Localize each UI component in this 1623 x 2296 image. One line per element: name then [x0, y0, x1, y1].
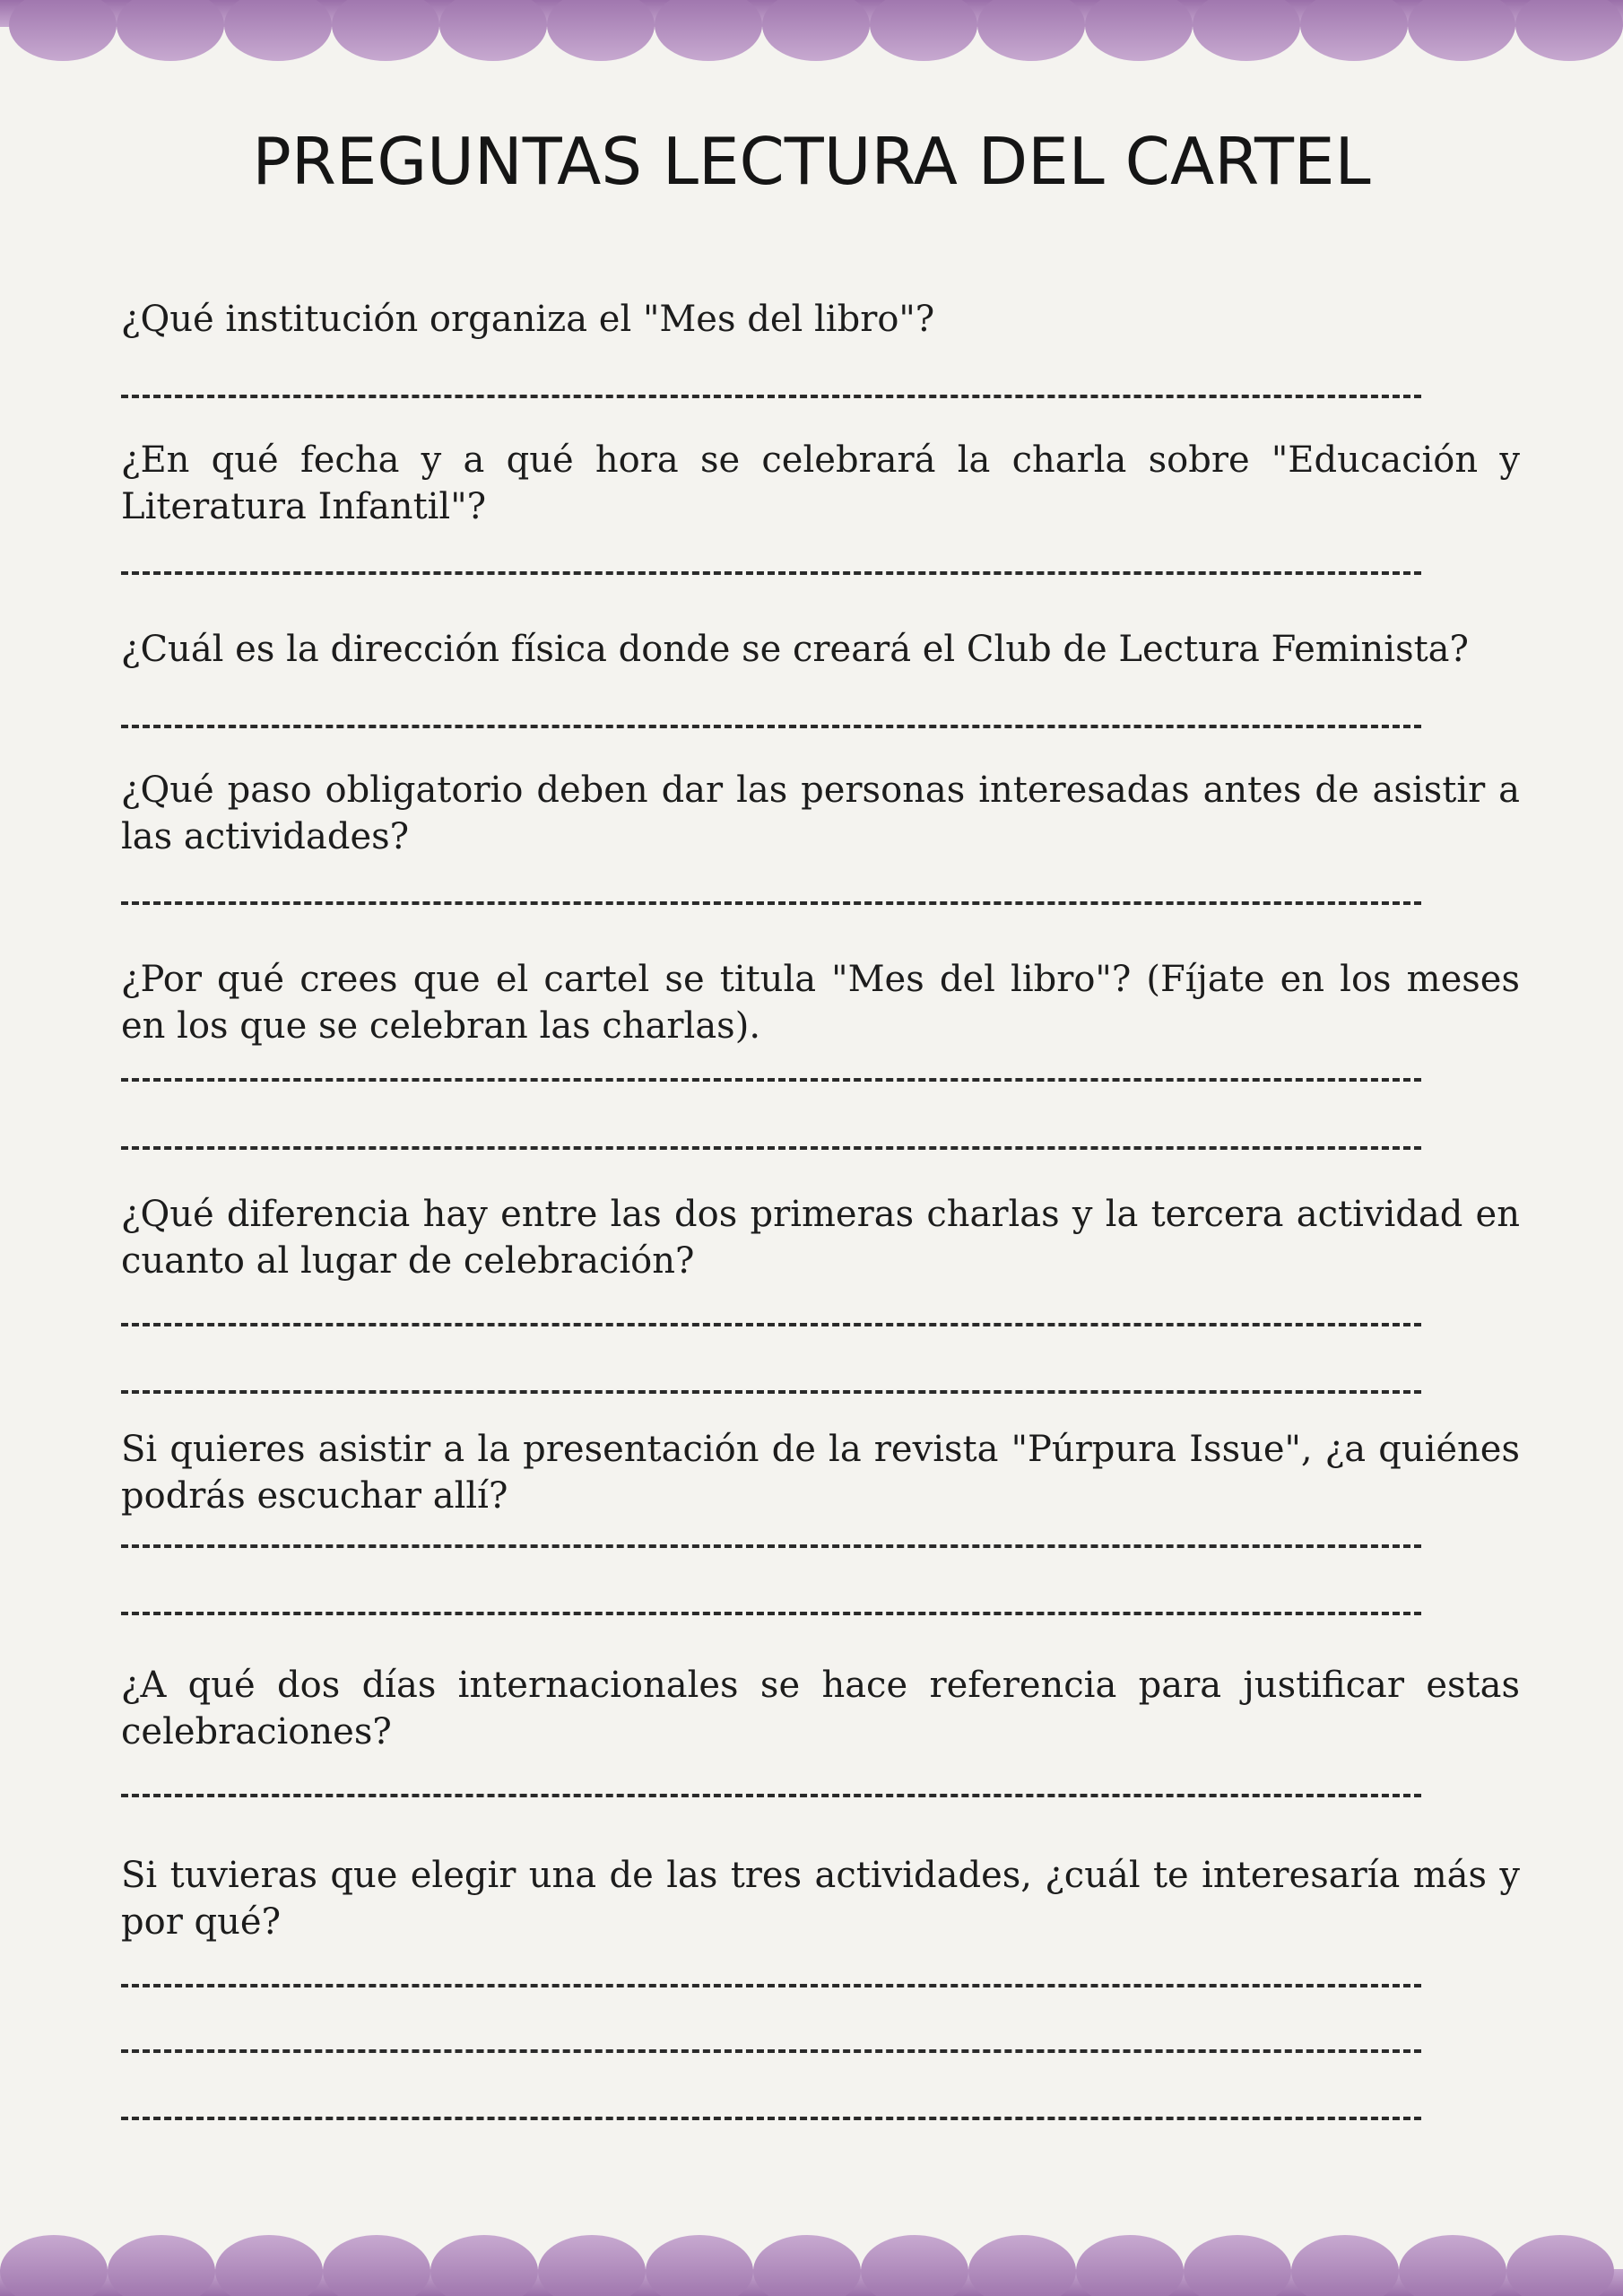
- answer-line[interactable]: [121, 1544, 1421, 1548]
- question-text: ¿Qué paso obligatorio deben dar las personas interesadas antes de asistir a las actividades?: [121, 770, 1520, 857]
- question-text: Si tuvieras que elegir una de las tres actividades, ¿cuál te interesaría más y por qué?: [121, 1855, 1520, 1943]
- question-text: ¿Qué institución organiza el "Mes del libro"?: [121, 299, 935, 340]
- answer-line[interactable]: [121, 901, 1421, 905]
- answer-line[interactable]: [121, 1794, 1421, 1797]
- question-text: ¿Cuál es la dirección física donde se creará el Club de Lectura Feminista?: [121, 629, 1469, 670]
- answer-line[interactable]: [121, 2049, 1421, 2053]
- bottom-watercolor-border: [0, 2224, 1623, 2296]
- answer-line[interactable]: [121, 1612, 1421, 1615]
- answer-line[interactable]: [121, 725, 1421, 728]
- answer-line[interactable]: [121, 1390, 1421, 1394]
- answer-line[interactable]: [121, 571, 1421, 575]
- answer-line[interactable]: [121, 2117, 1421, 2120]
- answer-line[interactable]: [121, 1984, 1421, 1987]
- worksheet-title: PREGUNTAS LECTURA DEL CARTEL: [252, 124, 1371, 199]
- question-text: ¿Qué diferencia hay entre las dos primeras charlas y la tercera actividad en cuanto al lugar de celebración?: [121, 1194, 1520, 1282]
- answer-line[interactable]: [121, 395, 1421, 398]
- top-watercolor-border: [0, 0, 1623, 72]
- question-text: Si quieres asistir a la presentación de la revista "Púrpura Issue", ¿a quiénes podrás escuchar allí?: [121, 1429, 1520, 1517]
- answer-line[interactable]: [121, 1146, 1421, 1150]
- question-text: ¿A qué dos días internacionales se hace referencia para justificar estas celebraciones?: [121, 1665, 1520, 1752]
- question-text: ¿Por qué crees que el cartel se titula "Mes del libro"? (Fíjate en los meses en los que se celebran las charlas).: [121, 959, 1520, 1047]
- question-text: ¿En qué fecha y a qué hora se celebrará la charla sobre "Educación y Literatura Infantil"?: [121, 439, 1520, 527]
- answer-line[interactable]: [121, 1078, 1421, 1082]
- answer-line[interactable]: [121, 1323, 1421, 1326]
